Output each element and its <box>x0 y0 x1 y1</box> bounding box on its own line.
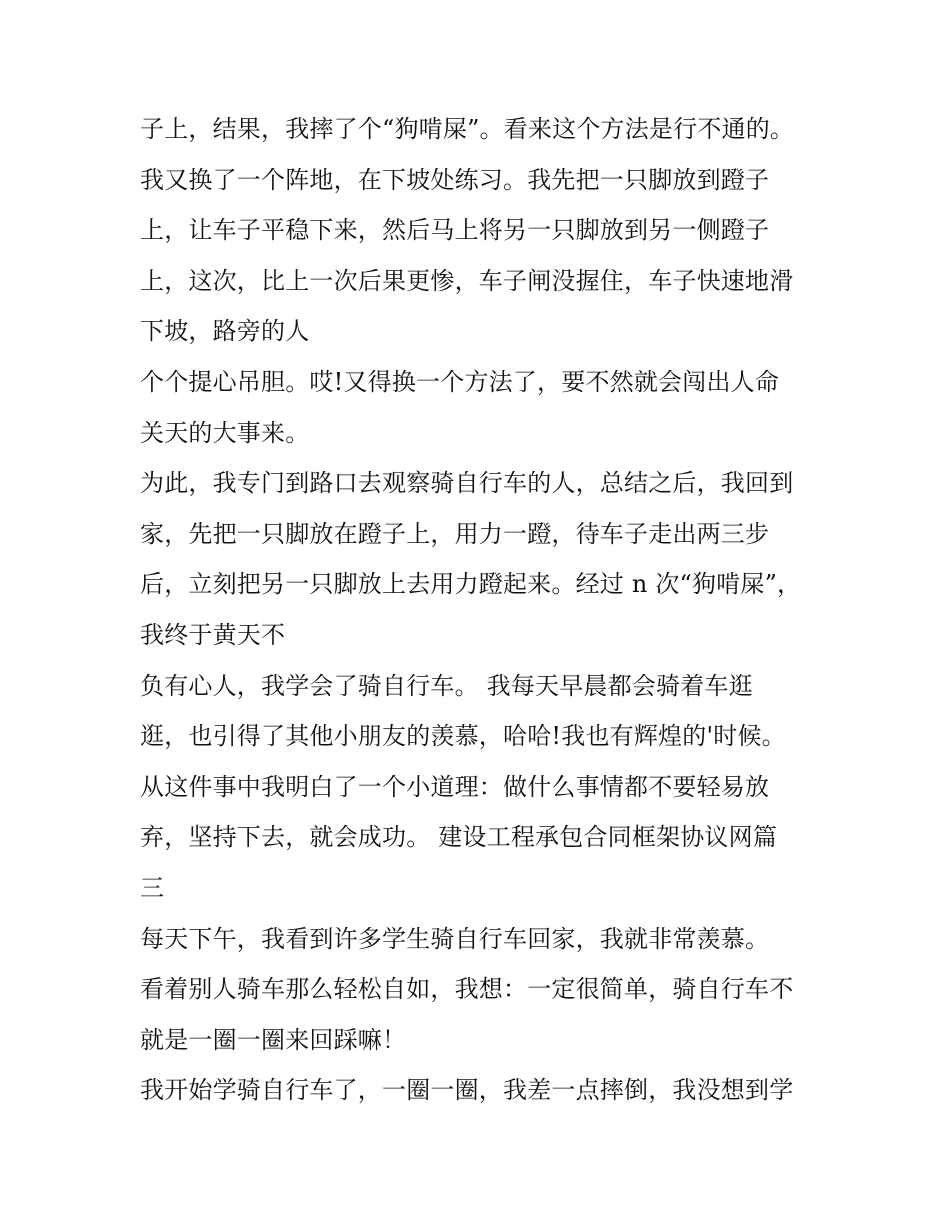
text-line: 逛，也引得了其他小朋友的羡慕，哈哈!我也有辉煌的'时候。 <box>140 722 786 751</box>
text-line: 上，这次，比上一次后果更惨，车子闸没握住，车子快速地滑 <box>140 266 794 295</box>
text-line: 从这件事中我明白了一个小道理：做什么事情都不要轻易放 <box>140 772 770 801</box>
text-line: 我开始学骑自行车了，一圈一圈，我差一点摔倒，我没想到学 <box>140 1076 794 1105</box>
text-line: 下坡，路旁的人 <box>140 317 310 346</box>
text-line: 三 <box>140 873 165 902</box>
text-line: 个个提心吊胆。哎!又得换一个方法了，要不然就会闯出人命 <box>140 367 780 396</box>
text-line: 我终于黄天不 <box>140 620 286 649</box>
text-line: 负有心人，我学会了骑自行车。 我每天早晨都会骑着车逛 <box>140 671 753 700</box>
text-line: 看着别人骑车那么轻松自如，我想：一定很简单，骑自行车不 <box>140 975 794 1004</box>
text-line: 后，立刻把另一只脚放上去用力蹬起来。经过 n 次“狗啃屎”， <box>140 570 802 599</box>
text-line: 弃，坚持下去，就会成功。 建设工程承包合同框架协议网篇 <box>140 823 778 852</box>
body-text <box>140 104 830 1116</box>
text-line: 每天下午，我看到许多学生骑自行车回家，我就非常羡慕。 <box>140 924 770 953</box>
text-line: 上，让车子平稳下来，然后马上将另一只脚放到另一侧蹬子 <box>140 216 770 245</box>
text-line: 家，先把一只脚放在蹬子上，用力一蹬，待车子走出两三步 <box>140 519 770 548</box>
text-line: 关天的大事来。 <box>140 418 310 447</box>
text-line: 我又换了一个阵地，在下坡处练习。我先把一只脚放到蹬子 <box>140 165 770 194</box>
text-line: 就是一圈一圈来回踩嘛！ <box>140 1025 407 1054</box>
text-line: 子上，结果，我摔了个“狗啃屎”。看来这个方法是行不通的。 <box>140 115 795 143</box>
text-line: 为此，我专门到路口去观察骑自行车的人，总结之后，我回到 <box>140 469 794 498</box>
